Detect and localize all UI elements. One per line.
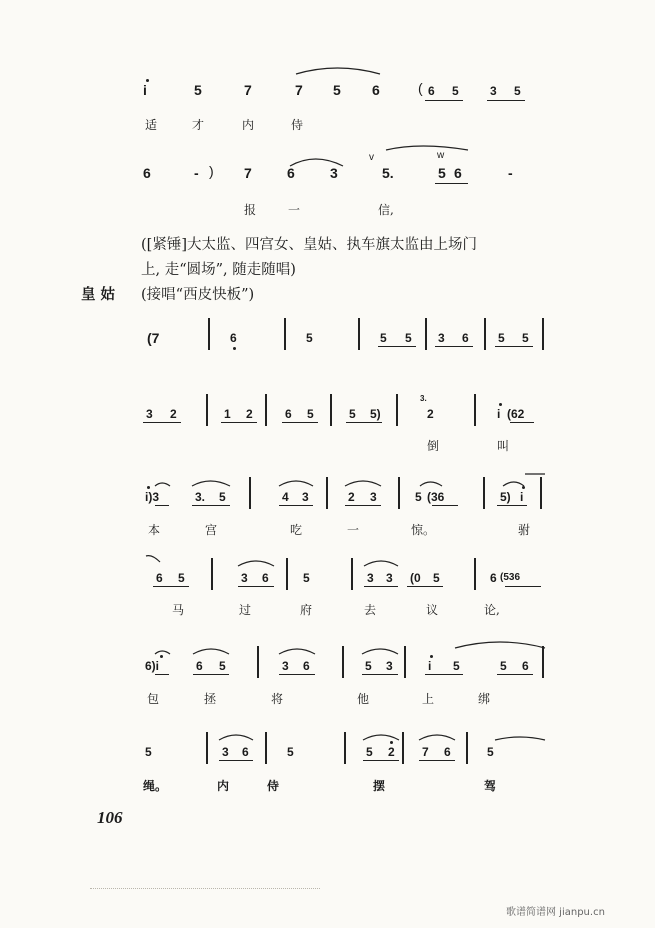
bar-line	[208, 318, 210, 350]
beam	[221, 422, 257, 423]
note: 5	[438, 165, 446, 181]
bar-line	[542, 318, 544, 350]
note: 5	[380, 331, 387, 345]
lyric: 侍	[291, 118, 304, 132]
note: 5	[333, 82, 341, 98]
bar-line	[404, 646, 406, 678]
note: 3	[146, 407, 153, 421]
note: (7	[147, 330, 160, 346]
beam	[346, 422, 382, 423]
lyric: 一	[347, 523, 360, 537]
note: i	[143, 82, 147, 98]
note: 5	[306, 331, 313, 345]
bar-line	[474, 558, 476, 590]
note: 5	[303, 571, 310, 585]
bar-line	[344, 732, 346, 764]
watermark: 歌谱简谱网 jianpu.cn	[506, 907, 605, 918]
lyric: 拯	[204, 692, 217, 706]
high-octave-dot	[430, 655, 433, 658]
note: 6	[287, 165, 295, 181]
bar-line	[474, 394, 476, 426]
note: 5	[194, 82, 202, 98]
bar-line	[398, 477, 400, 509]
high-octave-dot	[499, 403, 502, 406]
lyric: 府	[300, 603, 313, 617]
lyric: 包	[147, 692, 160, 706]
bar-line	[206, 394, 208, 426]
note: 5	[349, 407, 356, 421]
note: 7	[244, 165, 252, 181]
note: 7	[422, 745, 429, 759]
lyric: 惊。	[411, 523, 436, 537]
beam	[362, 674, 398, 675]
beam	[432, 505, 458, 506]
note: 5.	[382, 165, 394, 181]
bar-line	[257, 646, 259, 678]
beam	[378, 346, 416, 347]
beam	[193, 674, 229, 675]
high-octave-dot	[160, 655, 163, 658]
note: 4	[282, 490, 289, 504]
lyric: 才	[192, 118, 205, 132]
beam	[279, 505, 313, 506]
high-octave-dot	[146, 79, 149, 82]
beam	[497, 674, 533, 675]
lyric: 内	[242, 118, 255, 132]
beam	[345, 505, 381, 506]
beam	[510, 422, 534, 423]
note: 5	[514, 84, 521, 98]
note: i	[428, 659, 432, 673]
bar-line	[211, 558, 213, 590]
bar-line	[542, 646, 544, 678]
beam	[143, 422, 181, 423]
note: 6	[428, 84, 435, 98]
speaker-direction: (接唱“西皮快板”)	[141, 287, 255, 303]
lyric: 上	[422, 692, 435, 706]
note: 3	[241, 571, 248, 585]
scan-artifact	[90, 888, 320, 889]
lyric: 绳。	[143, 779, 168, 793]
lyric: 绑	[478, 692, 491, 706]
stage-direction-line-2: 上, 走“圆场”, 随走随唱)	[141, 262, 296, 278]
note: 2	[427, 407, 434, 421]
note: 6)i	[145, 659, 160, 673]
high-octave-dot	[522, 486, 525, 489]
bar-line	[326, 477, 328, 509]
beam	[192, 505, 230, 506]
note: 5	[452, 84, 459, 98]
note: 3	[490, 84, 497, 98]
note: 5	[500, 659, 507, 673]
note: (62	[507, 407, 525, 421]
high-octave-dot	[390, 741, 393, 744]
open-paren: (	[418, 80, 423, 96]
note: 1	[224, 407, 231, 421]
note: 6	[156, 571, 163, 585]
page-number: 106	[97, 808, 123, 827]
lyric: 去	[364, 603, 377, 617]
beam	[153, 586, 189, 587]
bar-line	[466, 732, 468, 764]
note: 5	[498, 331, 505, 345]
lyric: 宫	[205, 523, 218, 537]
note: 5	[433, 571, 440, 585]
note: 6	[372, 82, 380, 98]
note: 5	[453, 659, 460, 673]
bar-line	[540, 477, 542, 509]
note: 2	[170, 407, 177, 421]
note: 5	[178, 571, 185, 585]
beam	[487, 100, 525, 101]
note: 6	[143, 165, 151, 181]
bar-line	[483, 477, 485, 509]
beam	[419, 760, 455, 761]
beam	[497, 505, 527, 506]
note: 5)	[500, 490, 511, 504]
lyric: 吃	[290, 523, 303, 537]
beam	[155, 674, 169, 675]
note: 2	[246, 407, 253, 421]
beam	[364, 586, 398, 587]
bar-line	[265, 732, 267, 764]
note: 6	[230, 331, 237, 345]
note: 5	[487, 745, 494, 759]
bar-line	[396, 394, 398, 426]
lyric: 适	[145, 118, 158, 132]
lyric: 叫	[497, 439, 510, 453]
lyric: 马	[172, 603, 185, 617]
note: 6	[242, 745, 249, 759]
note: (36	[427, 490, 445, 504]
note: 3	[222, 745, 229, 759]
note: 5	[365, 659, 372, 673]
bar-line	[358, 318, 360, 350]
lyric: 他	[357, 692, 370, 706]
beam	[407, 586, 443, 587]
note: 3	[386, 659, 393, 673]
beam	[435, 183, 468, 184]
note: 6	[285, 407, 292, 421]
beam	[155, 505, 169, 506]
note: 3	[367, 571, 374, 585]
note: 3	[282, 659, 289, 673]
lyric: 驸	[518, 523, 531, 537]
beam	[282, 422, 318, 423]
note: 3	[330, 165, 338, 181]
beam	[425, 674, 463, 675]
note: 7	[295, 82, 303, 98]
note: 6	[444, 745, 451, 759]
note: 5	[366, 745, 373, 759]
low-octave-dot	[233, 347, 236, 350]
high-octave-dot	[147, 486, 150, 489]
bar-line	[484, 318, 486, 350]
bar-line	[249, 477, 251, 509]
note: 6	[522, 659, 529, 673]
close-paren: )	[209, 163, 214, 179]
note: 6	[490, 571, 497, 585]
note: 3	[438, 331, 445, 345]
lyric: 议	[426, 603, 439, 617]
note: 6	[462, 331, 469, 345]
note: 5	[415, 490, 422, 504]
note: 6	[262, 571, 269, 585]
note: 2	[388, 745, 395, 759]
note: 7	[244, 82, 252, 98]
bar-line	[351, 558, 353, 590]
note: 3	[386, 571, 393, 585]
note: 3	[302, 490, 309, 504]
bar-line	[425, 318, 427, 350]
lyric: 内	[217, 779, 230, 793]
note: 5	[405, 331, 412, 345]
note: 6	[196, 659, 203, 673]
note: i	[497, 407, 501, 421]
beam	[425, 100, 463, 101]
beam	[363, 760, 399, 761]
note: (0	[410, 571, 421, 585]
bar-line	[206, 732, 208, 764]
bar-line	[265, 394, 267, 426]
beam	[495, 346, 533, 347]
beam	[435, 346, 473, 347]
speaker-name: 皇 姑	[81, 286, 116, 303]
grace-note: 3.	[420, 394, 427, 403]
lyric: 一	[288, 203, 301, 217]
trill-mark: w	[437, 150, 445, 161]
dash: -	[508, 165, 513, 181]
note: (536	[500, 572, 521, 583]
lyric: 报	[244, 203, 257, 217]
lyric: 论,	[484, 603, 500, 617]
lyric: 摆	[373, 779, 386, 793]
note: 5)	[370, 407, 381, 421]
bar-line	[284, 318, 286, 350]
note: 3	[370, 490, 377, 504]
beam	[219, 760, 253, 761]
note: 5	[307, 407, 314, 421]
note: 2	[348, 490, 355, 504]
bar-line	[402, 732, 404, 764]
note: i)3	[145, 490, 160, 504]
note: i	[520, 490, 524, 504]
note: 5	[145, 745, 152, 759]
bar-line	[342, 646, 344, 678]
note: 6	[454, 165, 462, 181]
lyric: 倒	[427, 439, 440, 453]
lyric: 驾	[484, 779, 497, 793]
beam	[279, 674, 315, 675]
note: 6	[303, 659, 310, 673]
lyric: 将	[271, 692, 284, 706]
bar-line	[330, 394, 332, 426]
bar-line	[286, 558, 288, 590]
lyric: 侍	[267, 779, 280, 793]
lyric: 本	[148, 523, 161, 537]
note: 3.	[195, 490, 206, 504]
lyric: 信,	[378, 203, 394, 217]
dash: -	[194, 165, 199, 181]
beam	[238, 586, 274, 587]
note: 5	[219, 659, 226, 673]
breath-mark: v	[369, 152, 374, 163]
note: 5	[287, 745, 294, 759]
beam	[505, 586, 541, 587]
note: 5	[522, 331, 529, 345]
note: 5	[219, 490, 226, 504]
stage-direction-line-1: ([紧锤]大太监、四宫女、皇姑、执车旗太监由上场门	[141, 237, 477, 253]
lyric: 过	[239, 603, 252, 617]
